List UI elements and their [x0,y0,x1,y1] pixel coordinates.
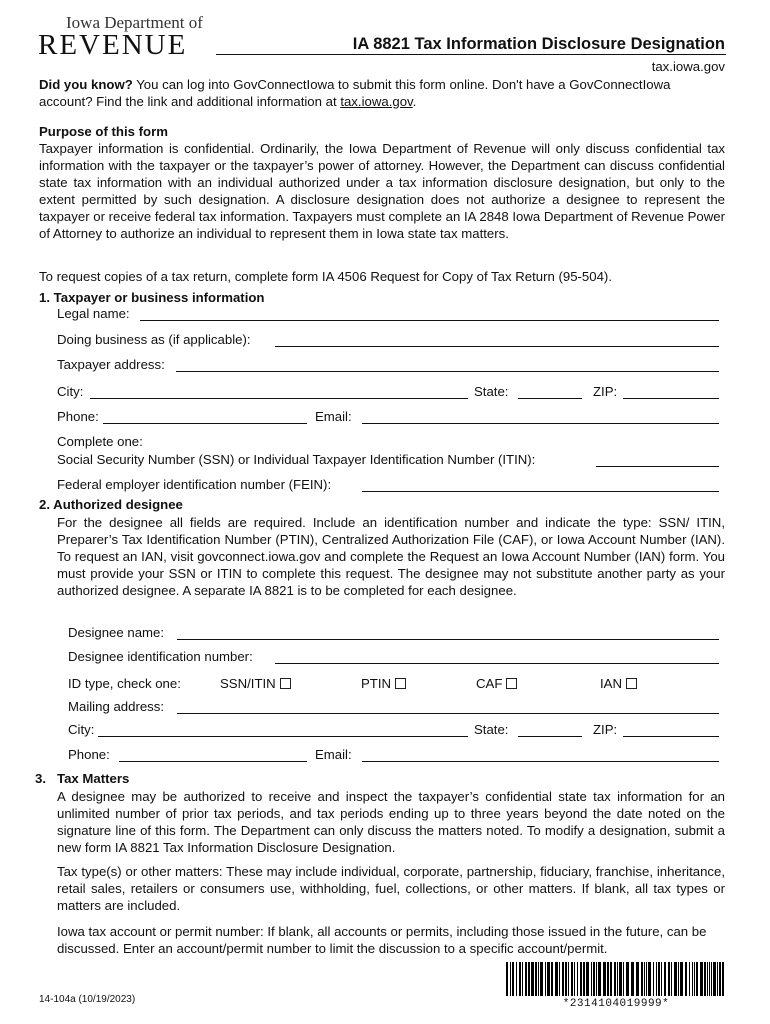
barcode-bar [555,962,558,996]
barcode-bar [591,962,592,996]
fein-field[interactable] [362,491,719,492]
section3-body-3: Iowa tax account or permit number: If blank, all accounts or permits, including those issued in the future, can be discussed. Enter an account/permit number to limit the discussion to a specific account/permit. [57,924,707,956]
header-rule [216,54,726,55]
barcode-bar [636,962,639,996]
id-type-label: ID type, check one: [68,676,181,691]
barcode-bar [607,962,609,996]
barcode-bar [531,962,534,996]
barcode-bar [685,962,687,996]
ian-checkbox[interactable] [626,678,637,689]
designee-phone-field[interactable] [119,761,307,762]
barcode-bar [512,962,514,996]
barcode-bar [540,962,543,996]
barcode-bar [571,962,573,996]
barcode-bar [644,962,645,996]
website: tax.iowa.gov [651,59,725,74]
did-you-know [39,76,725,110]
city-field[interactable] [90,398,468,399]
id-type-caf-label: CAF [476,676,503,691]
id-type-ian-label: IAN [600,676,622,691]
barcode-bar [671,962,672,996]
taxpayer-address-label: Taxpayer address: [57,357,165,372]
designee-city-label: City: [68,722,95,737]
barcode-bar [722,962,724,996]
designee-email-field[interactable] [362,761,719,762]
barcode-bar [603,962,606,996]
email-field[interactable] [362,423,719,424]
barcode-bar [522,962,523,996]
agency-logo [38,14,218,60]
did-you-know-lead: Did you know? [39,77,133,92]
barcode-bar [653,962,654,996]
id-type-ptin-label: PTIN [361,676,392,691]
ssn-itin-field[interactable] [596,466,719,467]
barcode-bar [568,962,569,996]
section3-heading: Tax Matters [57,771,130,786]
barcode-bar [551,962,553,996]
barcode-bar [709,962,710,996]
logo-line-2: REVENUE [38,29,188,61]
barcode-bar [661,962,662,996]
id-type-ssn-label: SSN/ITIN [220,676,276,691]
barcode-bar [689,962,690,996]
taxpayer-address-field[interactable] [176,371,719,372]
designee-name-label: Designee name: [68,625,165,640]
barcode-bar [719,962,721,996]
purpose-body: Taxpayer information is confidential. Ordinarily, the Iowa Department of Revenue will only discuss confidential tax information with the taxpayer or the taxpayer’s power of attorney. However, the Department can discuss confidential state tax information with an individual authorized under a tax information disclosure designation, but only to the extent permitted by such designation. A disclosure designation does not authorize a designee to represent the taxpayer or receive federal tax information. Taxpayers must complete an IA 2848 Iowa Department of Revenue Power of Attorney to authorize an individual to represent them in Iowa state tax matters. [39,141,725,241]
barcode-bar [626,962,629,996]
designee-id-label: Designee identification number: [68,649,253,664]
did-you-know-end: . [412,94,417,109]
barcode-bar [692,962,693,996]
barcode-bar [577,962,578,996]
zip-label: ZIP: [593,384,618,399]
barcode-bar [580,962,582,996]
designee-zip-field[interactable] [623,736,719,737]
barcode-bar [547,962,550,996]
section1-heading: 1. Taxpayer or business information [39,290,265,305]
id-type-ian-option[interactable] [600,676,637,692]
section3-body-2: Tax type(s) or other matters: These may include individual, corporate, partnership, fiduciary, franchise, inheritance, retail sales, retailers or consumers use, withholding, fuel, collections, or other matters. If blank, all tax types or matters are included. [57,864,725,913]
barcode [505,962,727,996]
barcode-bar [713,962,716,996]
barcode-bar [619,962,622,996]
designee-state-label: State: [474,722,509,737]
section2-body: For the designee all fields are required. Include an identification number and indicate the type: SSN/ ITIN, Preparer’s Tax Identification Number (PTIN), Centralized Authorization File (CAF), or Iowa Account Number (IAN). To request an IAN, visit govconnect.iowa.gov and complete the Request an Iowa Account Number (IAN) form. You must provide your SSN or ITIN to complete this request. The designee may not substitute another party as your authorized designee. A separate IA 8821 is to be completed for each designee. [57,515,725,598]
barcode-bar [707,962,708,996]
barcode-bar [668,962,670,996]
ssn-checkbox[interactable] [280,678,291,689]
section3-body-1: A designee may be authorized to receive and inspect the taxpayer’s confidential state tax information for an unlimited number of prior tax periods, and tax periods ending up to three years beyond the date noted on the signature line of this form. The Department can only discuss the matters noted. To modify a designation, submit a new form IA 8821 Tax Information Disclosure Designation. [57,789,725,855]
barcode-bar [535,962,537,996]
barcode-bar [562,962,564,996]
barcode-bar [565,962,567,996]
designee-name-field[interactable] [177,639,719,640]
request-copies-text: To request copies of a tax return, complete form IA 4506 Request for Copy of Tax Return (95-504). [39,269,612,284]
email-label: Email: [315,409,352,424]
barcode-bar [528,962,530,996]
barcode-bar [694,962,695,996]
form-code: 14-104a (10/19/2023) [39,994,136,1005]
barcode-bar [525,962,527,996]
phone-label: Phone: [57,409,99,424]
barcode-bar [717,962,718,996]
barcode-bar [506,962,508,996]
fein-label: Federal employer identification number (FEIN): [57,477,332,492]
barcode-bar [519,962,521,996]
barcode-bar [510,962,511,996]
barcode-bar [614,962,616,996]
barcode-bar [700,962,703,996]
barcode-bar [583,962,585,996]
barcode-bar [623,962,624,996]
id-type-ptin-option[interactable] [361,676,406,692]
barcode-bar [598,962,601,996]
logo-line-1: Iowa Department of [66,13,203,32]
phone-field[interactable] [103,423,307,424]
caf-checkbox[interactable] [506,678,517,689]
designee-phone-label: Phone: [68,747,110,762]
state-field[interactable] [518,398,582,399]
barcode-bar [610,962,612,996]
barcode-bar [656,962,657,996]
barcode-bar [574,962,575,996]
barcode-bar [559,962,560,996]
complete-one-label: Complete one: [57,434,143,449]
barcode-bar [586,962,589,996]
mailing-address-label: Mailing address: [68,699,165,714]
barcode-bar [646,962,647,996]
barcode-bar [704,962,706,996]
barcode-bar [678,962,679,996]
dba-field[interactable] [275,346,719,347]
barcode-bar [664,962,666,996]
ptin-checkbox[interactable] [395,678,406,689]
section3-number: 3. [35,771,46,786]
barcode-bar [711,962,712,996]
mailing-address-field[interactable] [177,713,719,714]
section2-heading: 2. Authorized designee [39,497,183,512]
designee-city-field[interactable] [98,736,468,737]
barcode-bar [631,962,634,996]
barcode-bar [641,962,643,996]
barcode-bar [545,962,546,996]
designee-state-field[interactable] [518,736,582,737]
designee-email-label: Email: [315,747,352,762]
barcode-bar [593,962,595,996]
barcode-bar [674,962,677,996]
city-label: City: [57,384,84,399]
barcode-bar [658,962,660,996]
barcode-bar [516,962,517,996]
barcode-bar [617,962,618,996]
id-type-ssn-option[interactable] [220,676,291,692]
designee-zip-label: ZIP: [593,722,618,737]
barcode-bar [680,962,683,996]
barcode-bar [538,962,539,996]
dba-label: Doing business as (if applicable): [57,332,251,347]
ssn-itin-label: Social Security Number (SSN) or Individual Taxpayer Identification Number (ITIN): [57,452,536,467]
did-you-know-text: You can log into GovConnectIowa to submit this form online. Don't have a GovConnectIowa account? Find the link and additional information at [39,77,671,109]
barcode-text: *2314104019999* [562,998,670,1010]
barcode-bar [648,962,651,996]
legal-name-label: Legal name: [57,306,130,321]
barcode-bar [696,962,698,996]
id-type-caf-option[interactable] [476,676,517,692]
zip-field[interactable] [623,398,719,399]
legal-name-field[interactable] [140,320,719,321]
barcode-bar [596,962,597,996]
state-label: State: [474,384,509,399]
form-title: IA 8821 Tax Information Disclosure Designation [352,35,725,53]
designee-id-field[interactable] [275,663,719,664]
website-link[interactable]: tax.iowa.gov [340,94,413,109]
purpose-heading: Purpose of this form [39,124,168,139]
